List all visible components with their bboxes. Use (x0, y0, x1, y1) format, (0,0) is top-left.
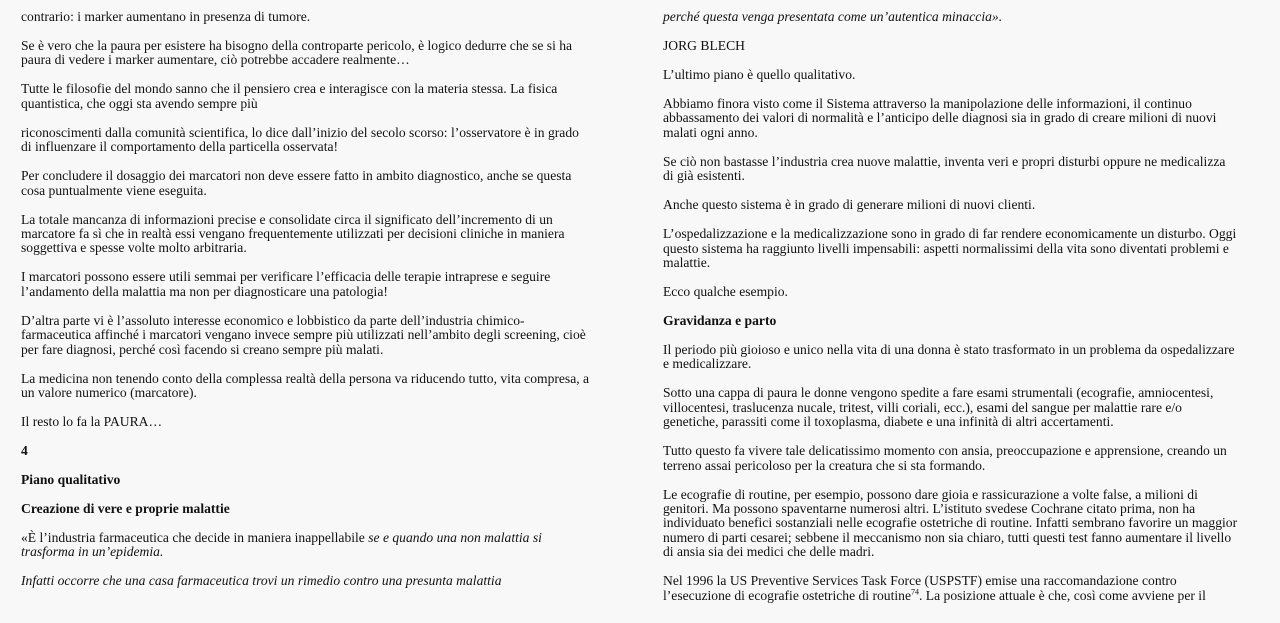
text-line (663, 198, 1273, 212)
text-line (663, 256, 1273, 270)
heading (21, 473, 631, 487)
text-segment: di già esistenti. (663, 168, 745, 184)
right-column (663, 10, 1273, 618)
text-line (21, 531, 631, 545)
text-segment: quantistica, che oggi sta avendo sempre più (21, 95, 258, 111)
paragraph (21, 270, 631, 299)
paragraph (21, 10, 631, 24)
text-segment: Gravidanza e parto (663, 313, 777, 329)
paragraph (663, 444, 1273, 473)
text-line (663, 401, 1273, 415)
paragraph (21, 531, 631, 560)
text-segment: La totale mancanza di informazioni precise e consolidate circa il significato dell’incremento di un (21, 211, 553, 227)
text-segment: Sotto una cappa di paura le donne vengono spedite a fare esami strumentali (ecografie, amniocentesi, (663, 385, 1214, 401)
text-line (21, 285, 631, 299)
text-segment: di ansia sia dei medici che delle madri. (663, 544, 875, 560)
text-segment: questo sistema ha raggiunto livelli impensabili: aspetti normalissimi della vita sono diventati problemi e (663, 240, 1229, 256)
text-segment: marcatore fa sì che in realtà essi vengano frequentemente utilizzati per decisioni cliniche in maniera (21, 226, 565, 242)
text-line (21, 386, 631, 400)
paragraph (663, 343, 1273, 372)
text-line (663, 39, 1273, 53)
text-segment: di influenzare il comportamento della particella osservata! (21, 139, 339, 155)
text-line (663, 589, 1273, 603)
text-segment: Per concludere il dosaggio dei marcatori non deve essere fatto in ambito diagnostico, anche se questa (21, 168, 572, 184)
text-segment: Tutte le filosofie del mondo sanno che il pensiero crea e interagisce con la materia stessa. La fisica (21, 81, 558, 97)
text-line (21, 372, 631, 386)
paragraph (663, 574, 1273, 603)
text-line (663, 574, 1273, 588)
text-segment: soggettiva e spesse volte molto arbitraria. (21, 240, 247, 256)
text-segment: Le ecografie di routine, per esempio, possono dare gioia e rassicurazione a volte false, a milioni di (663, 486, 1198, 502)
heading (21, 444, 631, 458)
paragraph (663, 39, 1273, 53)
text-segment: paura di vedere i marker aumentare, ciò potrebbe accadere realmente… (21, 52, 410, 68)
text-segment: Nel 1996 la US Preventive Services Task Force (USPSTF) emise una raccomandazione contro (663, 573, 1177, 589)
paragraph (663, 10, 1273, 24)
text-segment: perché questa venga presentata come un’autentica minaccia». (663, 9, 1003, 24)
text-line (663, 111, 1273, 125)
paragraph (21, 213, 631, 256)
text-segment: Creazione di vere e proprie malattie (21, 501, 230, 517)
text-line (663, 314, 1273, 328)
text-line (21, 343, 631, 357)
text-line (21, 241, 631, 255)
text-line (663, 10, 1273, 24)
text-line (21, 184, 631, 198)
text-line (21, 213, 631, 227)
text-line (21, 415, 631, 429)
text-segment: Infatti occorre che una casa farmaceutica trovi un rimedio contro una presunta malattia (21, 573, 502, 589)
text-line (663, 516, 1273, 530)
text-segment: cosa puntualmente viene eseguita. (21, 182, 207, 198)
text-segment: Se ciò non bastasse l’industria crea nuove malattie, inventa veri e propri disturbi oppure ne medicalizza (663, 153, 1226, 169)
text-line (21, 328, 631, 342)
left-column (21, 10, 631, 603)
text-line (21, 53, 631, 67)
text-segment: abbassamento dei valori di normalità e l’anticipo delle diagnosi sia in grado di creare milioni di nuovi (663, 110, 1217, 126)
text-segment: Il resto lo fa la PAURA… (21, 414, 163, 430)
text-line (21, 227, 631, 241)
paragraph (663, 488, 1273, 560)
text-segment: Ecco qualche esempio. (663, 284, 788, 300)
text-segment: JORG BLECH (663, 38, 745, 53)
text-line (663, 68, 1273, 82)
paragraph (21, 415, 631, 429)
footnote-ref: 74 (910, 587, 919, 597)
text-line (21, 314, 631, 328)
text-segment: Se è vero che la paura per esistere ha bisogno della controparte pericolo, è logico dedurre che se si ha (21, 38, 573, 53)
paragraph (21, 82, 631, 111)
text-segment: 4 (21, 443, 28, 459)
text-segment: l’esecuzione di ecografie ostetriche di routine (663, 587, 911, 603)
text-segment: Anche questo sistema è in grado di generare milioni di nuovi clienti. (663, 197, 1036, 213)
paragraph (663, 155, 1273, 184)
paragraph (663, 386, 1273, 429)
text-line (21, 545, 631, 559)
paragraph (21, 314, 631, 357)
text-segment: D’altra parte vi è l’assoluto interesse economico e lobbistico da parte dell’industria chimico- (21, 312, 525, 328)
paragraph (663, 227, 1273, 270)
heading (21, 502, 631, 516)
text-line (663, 155, 1273, 169)
text-segment: genetiche, parassiti come il toxoplasma, diabete e una infinità di altri accertamenti. (663, 414, 1114, 430)
text-segment: malattie. (663, 255, 711, 271)
text-line (663, 97, 1273, 111)
heading (663, 314, 1273, 328)
text-line (21, 126, 631, 140)
text-line (663, 502, 1273, 516)
text-segment: Piano qualitativo (21, 472, 121, 488)
paragraph (21, 574, 631, 588)
text-segment: farmaceutica affinché i marcatori vengano invece sempre più utilizzati nell’ambito degli screening, cioè (21, 327, 586, 343)
text-segment: villocentesi, traslucenza nucale, tritest, villi coriali, ecc.), esami del sangue per malattie rare e/o (663, 399, 1182, 415)
text-segment: e medicalizzare. (663, 356, 752, 372)
text-line (21, 10, 631, 24)
text-line (663, 386, 1273, 400)
text-segment: terreno assai pericoloso per la creatura che si sta formando. (663, 457, 986, 473)
text-line (21, 39, 631, 53)
text-segment: per fare diagnosi, perché così facendo si creano sempre più malati. (21, 341, 384, 357)
text-line (663, 285, 1273, 299)
text-segment: contrario: i marker aumentano in presenza di tumore. (21, 9, 311, 24)
text-line (21, 97, 631, 111)
text-segment: «È l’industria farmaceutica che decide in maniera inappellabile (21, 530, 369, 546)
text-line (21, 82, 631, 96)
text-segment: se e quando una non malattia si (368, 530, 542, 546)
paragraph (21, 169, 631, 198)
text-line (663, 488, 1273, 502)
text-segment: L’ospedalizzazione e la medicalizzazione sono in grado di far rendere economicamente un disturbo. Oggi (663, 226, 1237, 242)
text-segment: . La posizione attuale è che, così come avviene per il (918, 587, 1206, 603)
text-segment: Il periodo più gioioso e unico nella vita di una donna è stato trasformato in un problema da ospedalizzare (663, 342, 1235, 358)
text-segment: trasforma in un’epidemia. (21, 544, 164, 560)
text-line (663, 545, 1273, 559)
text-line (663, 126, 1273, 140)
paragraph (21, 372, 631, 401)
paragraph (663, 198, 1273, 212)
text-line (663, 343, 1273, 357)
text-line (21, 140, 631, 154)
text-line (663, 459, 1273, 473)
paragraph (663, 68, 1273, 82)
text-line (663, 415, 1273, 429)
paragraph (21, 39, 631, 68)
text-segment: individuato benefici sostanziali nelle ecografie ostetriche di routine. Infatti sembrano favorire un maggior (663, 515, 1238, 531)
text-line (663, 531, 1273, 545)
text-segment: numero di parti cesarei; sebbene il meccanismo non sia chiaro, tutti questi test fanno aumentare il livello (663, 529, 1232, 545)
paragraph (663, 97, 1273, 140)
text-segment: La medicina non tenendo conto della complessa realtà della persona va riducendo tutto, vita compresa, a (21, 370, 590, 386)
text-segment: Tutto questo fa vivere tale delicatissimo momento con ansia, preoccupazione e apprensione, creando un (663, 443, 1227, 459)
text-segment: l’andamento della malattia ma non per diagnosticare una patologia! (21, 283, 388, 299)
text-segment: genitori. Ma possono spaventarne numerosi altri. L’istituto svedese Cochrane citato prima, non ha (663, 501, 1196, 517)
text-line (21, 473, 631, 487)
paragraph (663, 285, 1273, 299)
text-line (663, 169, 1273, 183)
text-line (663, 242, 1273, 256)
text-segment: I marcatori possono essere utili semmai per verificare l’efficacia delle terapie intraprese e seguire (21, 269, 551, 285)
text-segment: L’ultimo piano è quello qualitativo. (663, 67, 856, 82)
text-line (21, 444, 631, 458)
text-segment: Abbiamo finora visto come il Sistema attraverso la manipolazione delle informazioni, il continuo (663, 96, 1192, 111)
paragraph (21, 126, 631, 155)
text-line (663, 357, 1273, 371)
text-line (21, 169, 631, 183)
text-line (21, 574, 631, 588)
text-line (663, 227, 1273, 241)
text-line (663, 444, 1273, 458)
text-line (21, 502, 631, 516)
text-segment: un valore numerico (marcatore). (21, 385, 197, 401)
text-segment: riconoscimenti dalla comunità scientifica, lo dice dall’inizio del secolo scorso: l’osservatore è in grado (21, 124, 579, 140)
text-line (21, 270, 631, 284)
text-segment: malati ogni anno. (663, 124, 758, 140)
